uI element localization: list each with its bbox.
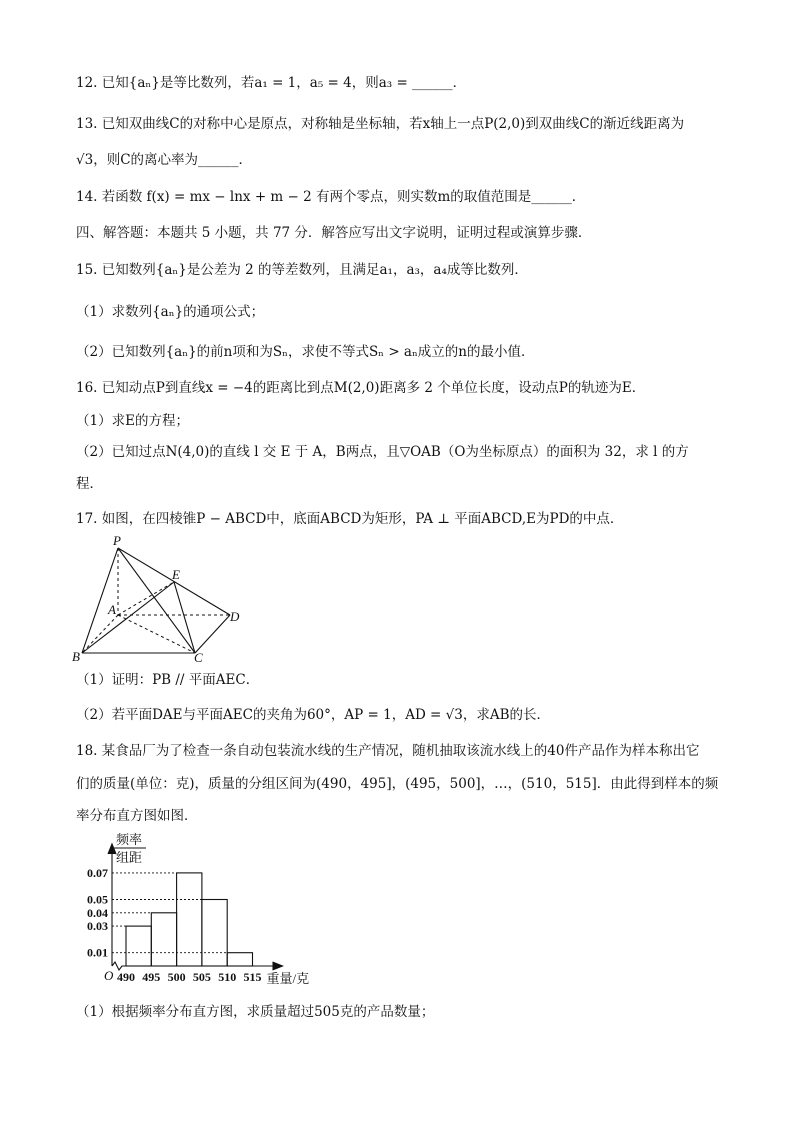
edge-PC	[118, 548, 195, 653]
histogram-bar	[151, 913, 176, 966]
y-label-bottom: 组距	[116, 850, 143, 865]
question-18-line-1: 18. 某食品厂为了检查一条自动包装流水线的生产情况，随机抽取该流水线上的40件产品作为样本称出它	[76, 743, 700, 759]
section-4-heading: 四、解答题：本题共 5 小题，共 77 分．解答应写出文字说明，证明过程或演算步骤．	[76, 225, 592, 241]
x-tick-label: 490	[117, 970, 135, 984]
y-tick-label: 0.05	[87, 892, 108, 907]
edge-EB	[82, 582, 174, 653]
x-tick-label: 515	[243, 970, 262, 984]
y-axis-arrow	[108, 844, 116, 854]
hidden-edge-AB	[82, 615, 118, 653]
y-tick-label: 0.04	[87, 905, 108, 920]
question-18-part-1: （1）根据频率分布直方图，求质量超过505克的产品数量；	[76, 1004, 435, 1020]
question-16-part-1: （1）求E的方程；	[76, 413, 189, 429]
pyramid-figure	[70, 535, 250, 665]
question-17-part-1: （1）证明：PB // 平面AEC．	[76, 672, 260, 688]
edge-PB	[82, 548, 118, 653]
question-15-part-2: （2）已知数列{aₙ}的前n项和为Sₙ，求使不等式Sₙ > aₙ成立的n的最小值．	[76, 344, 535, 360]
label-A: A	[108, 602, 116, 617]
question-16: 16. 已知动点P到直线x = −4的距离比到点M(2,0)距离多 2 个单位长度，设动点P的轨迹为E．	[76, 380, 646, 396]
y-tick-label: 0.01	[87, 945, 108, 960]
y-label-top: 频率	[116, 832, 143, 847]
histogram-bar	[126, 926, 151, 966]
question-13-line-1: 13. 已知双曲线C的对称中心是原点，对称轴是坐标轴，若x轴上一点P(2,0)到双曲线C的渐近线距离为	[76, 116, 685, 132]
x-tick-label: 495	[142, 970, 161, 984]
x-tick-label: 505	[192, 970, 211, 984]
histogram-bar	[177, 873, 202, 966]
question-15: 15. 已知数列{aₙ}是公差为 2 的等差数列，且满足a₁，a₃，a₄成等比数列．	[76, 262, 528, 278]
question-12: 12. 已知{aₙ}是等比数列，若a₁ = 1，a₅ = 4，则a₃ = ______．	[76, 75, 467, 91]
question-16-part-2-line-1: （2）已知过点N(4,0)的直线 l 交 E 于 A，B两点，且▽OAB（O为坐标原点）的面积为 32，求 l 的方	[76, 444, 689, 460]
origin-label: O	[104, 968, 114, 983]
question-16-part-2-line-2: 程．	[76, 476, 103, 492]
question-18-line-2: 们的质量(单位：克)，质量的分组区间为(490，495]，(495，500]，…，(510，515]．由此得到样本的频	[76, 776, 719, 792]
label-P: P	[113, 535, 121, 548]
label-C: C	[194, 650, 203, 665]
label-B: B	[72, 649, 80, 664]
question-17-part-2: （2）若平面DAE与平面AEC的夹角为60°，AP = 1，AD = √3，求AB的长．	[76, 707, 551, 723]
histogram-bar	[227, 953, 252, 966]
y-tick-label: 0.07	[87, 865, 108, 880]
question-13-line-2: √3，则C的离心率为______．	[76, 152, 253, 168]
question-17: 17. 如图，在四棱锥P − ABCD中，底面ABCD为矩形，PA ⊥ 平面ABCD,E为PD的中点．	[76, 511, 624, 527]
x-axis-arrow	[273, 962, 283, 970]
histogram-chart	[60, 832, 330, 992]
x-axis-label: 重量/克	[266, 971, 310, 986]
question-15-part-1: （1）求数列{aₙ}的通项公式；	[76, 304, 265, 320]
question-18-line-3: 率分布直方图如图．	[76, 808, 198, 824]
label-E: E	[172, 567, 180, 582]
question-14: 14. 若函数 f(x) = mx − lnx + m − 2 有两个零点，则实数m的取值范围是______．	[76, 189, 586, 205]
x-tick-label: 510	[218, 970, 237, 984]
label-D: D	[230, 609, 240, 624]
y-tick-label: 0.03	[87, 919, 108, 934]
edge-CD	[195, 615, 230, 653]
hidden-edge-AC	[118, 615, 195, 653]
x-tick-label: 500	[167, 970, 186, 984]
histogram-bar	[202, 900, 227, 967]
